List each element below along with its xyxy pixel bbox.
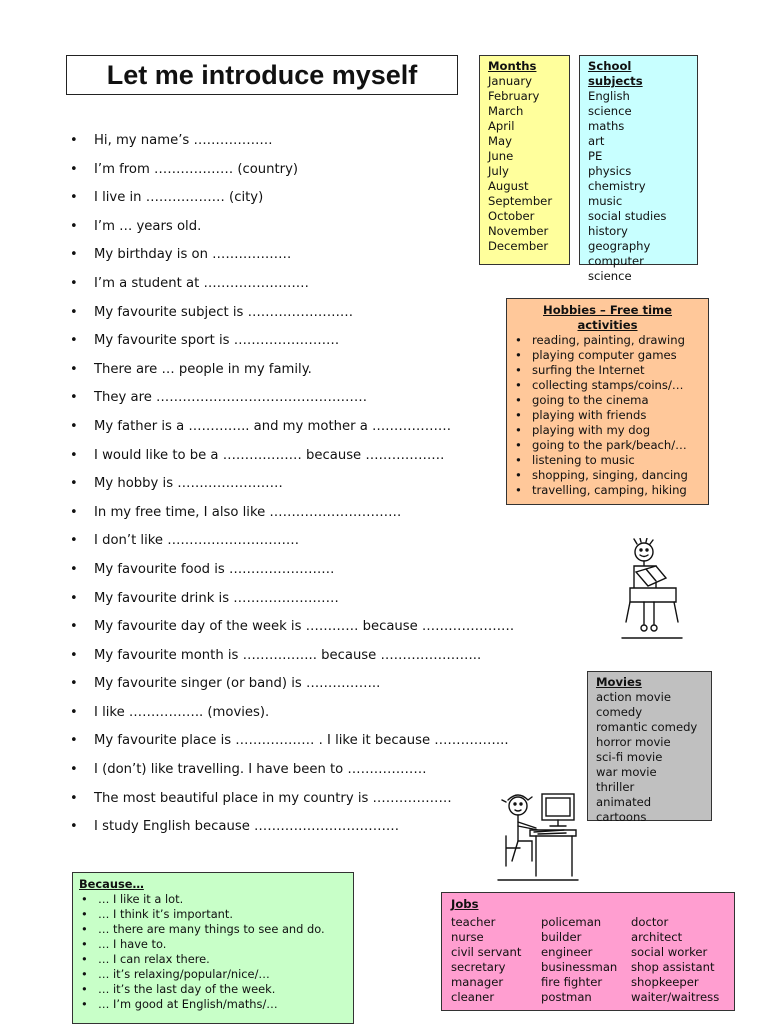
list-item: March xyxy=(488,104,524,118)
list-item: science xyxy=(588,104,632,118)
list-item: • … I like it a lot. xyxy=(79,892,347,907)
list-item: postman xyxy=(541,990,592,1004)
list-item: February xyxy=(488,89,540,103)
list-item: animated cartoons xyxy=(596,795,652,824)
hobbies-heading: Hobbies – Free time activities xyxy=(543,303,672,332)
list-item: secretary xyxy=(451,960,506,974)
because-heading: Because… xyxy=(79,877,144,891)
list-item: October xyxy=(488,209,535,223)
sentence-line: • I would like to be a ……………… because ……………… xyxy=(70,445,570,474)
school-subjects-heading: School subjects xyxy=(588,59,643,88)
list-item: • … I think it’s important. xyxy=(79,907,347,922)
list-item: November xyxy=(488,224,549,238)
jobs-column-1 xyxy=(451,915,541,1005)
list-item: August xyxy=(488,179,529,193)
list-item: • travelling, camping, hiking xyxy=(513,483,702,498)
sentence-line: • My favourite sport is …………………… xyxy=(70,330,570,359)
sentence-line: • I’m a student at …………………… xyxy=(70,273,570,302)
list-item: art xyxy=(588,134,605,148)
list-item: September xyxy=(488,194,553,208)
list-item: social worker xyxy=(631,945,708,959)
list-item: geography xyxy=(588,239,651,253)
list-item: chemistry xyxy=(588,179,646,193)
sentence-line: • My hobby is …………………… xyxy=(70,473,570,502)
list-item: • listening to music xyxy=(513,453,702,468)
list-item: • going to the cinema xyxy=(513,393,702,408)
list-item: teacher xyxy=(451,915,496,929)
sentence-line: • In my free time, I also like ………………………… xyxy=(70,502,570,531)
list-item: cleaner xyxy=(451,990,495,1004)
sentence-line: • There are … people in my family. xyxy=(70,359,570,388)
list-item: January xyxy=(488,74,532,88)
list-item: July xyxy=(488,164,509,178)
school-subjects-list xyxy=(588,89,689,284)
list-item: manager xyxy=(451,975,504,989)
list-item: shop assistant xyxy=(631,960,715,974)
list-item: • shopping, singing, dancing xyxy=(513,468,702,483)
sentence-line: • My favourite month is …………….. because ………………….. xyxy=(70,645,570,674)
list-item: • playing with my dog xyxy=(513,423,702,438)
list-item: action movie xyxy=(596,690,671,704)
months-heading: Months xyxy=(488,59,537,73)
list-item: May xyxy=(488,134,512,148)
hobbies-box xyxy=(506,298,709,505)
jobs-column-3 xyxy=(631,915,731,1005)
list-item: • … I have to. xyxy=(79,937,347,952)
list-item: • … it’s the last day of the week. xyxy=(79,982,347,997)
list-item: waiter/waitress xyxy=(631,990,720,1004)
sentence-line: • My favourite singer (or band) is …………….. xyxy=(70,673,570,702)
movies-list xyxy=(596,690,703,825)
list-item: • playing computer games xyxy=(513,348,702,363)
sentence-line: • Hi, my name’s ……………… xyxy=(70,130,570,159)
list-item: sci-fi movie xyxy=(596,750,663,764)
sentence-line: • My favourite drink is …………………… xyxy=(70,588,570,617)
list-item: romantic comedy xyxy=(596,720,698,734)
list-item: social studies xyxy=(588,209,667,223)
list-item: shopkeeper xyxy=(631,975,699,989)
list-item: war movie xyxy=(596,765,657,779)
sentence-line: • My birthday is on ……………… xyxy=(70,244,570,273)
list-item: • going to the park/beach/… xyxy=(513,438,702,453)
list-item: maths xyxy=(588,119,625,133)
sentence-line: • My father is a ………….. and my mother a ……………… xyxy=(70,416,570,445)
list-item: policeman xyxy=(541,915,602,929)
list-item: April xyxy=(488,119,515,133)
list-item: architect xyxy=(631,930,683,944)
sentence-line: • I live in ……………… (city) xyxy=(70,187,570,216)
sentence-line: • I study English because …………………………… xyxy=(70,816,570,845)
list-item: • collecting stamps/coins/… xyxy=(513,378,702,393)
sentence-line: • My favourite day of the week is ………… because ………………… xyxy=(70,616,570,645)
movies-box xyxy=(587,671,712,824)
list-item: comedy xyxy=(596,705,643,719)
sentence-line: • I (don’t) like travelling. I have been to ……………… xyxy=(70,759,570,788)
list-item: civil servant xyxy=(451,945,522,959)
sentence-line: • They are ………………………………………… xyxy=(70,387,570,416)
sentence-line: • I’m … years old. xyxy=(70,216,570,245)
months-list xyxy=(488,74,561,254)
list-item: • … I’m good at English/maths/… xyxy=(79,997,347,1012)
list-item: builder xyxy=(541,930,582,944)
sentence-line: • I like …………….. (movies). xyxy=(70,702,570,731)
hobbies-list xyxy=(513,333,702,498)
list-item: computer science xyxy=(588,254,644,283)
list-item: nurse xyxy=(451,930,484,944)
reading-child-illustration xyxy=(620,538,690,643)
list-item: • … it’s relaxing/popular/nice/… xyxy=(79,967,347,982)
list-item: fire fighter xyxy=(541,975,603,989)
sentence-line: • I don’t like ………………………… xyxy=(70,530,570,559)
jobs-heading: Jobs xyxy=(451,897,479,911)
list-item: • surfing the Internet xyxy=(513,363,702,378)
list-item: history xyxy=(588,224,628,238)
list-item: horror movie xyxy=(596,735,671,749)
sentence-line: • My favourite place is ……………… . I like it because …………….. xyxy=(70,730,570,759)
list-item: music xyxy=(588,194,623,208)
jobs-column-2 xyxy=(541,915,631,1005)
school-subjects-box xyxy=(579,55,698,283)
list-item: • … there are many things to see and do. xyxy=(79,922,347,937)
because-list xyxy=(79,892,347,1012)
list-item: doctor xyxy=(631,915,669,929)
sentence-line: • I’m from ……………… (country) xyxy=(70,159,570,188)
list-item: engineer xyxy=(541,945,593,959)
list-item: December xyxy=(488,239,549,253)
computer-child-illustration xyxy=(488,788,580,886)
list-item: businessman xyxy=(541,960,618,974)
sentence-line: • My favourite subject is …………………… xyxy=(70,302,570,331)
list-item: PE xyxy=(588,149,603,163)
movies-heading: Movies xyxy=(596,675,642,689)
jobs-box xyxy=(441,892,735,1011)
list-item: physics xyxy=(588,164,632,178)
because-box xyxy=(72,872,354,1024)
list-item: • … I can relax there. xyxy=(79,952,347,967)
sentence-line: • The most beautiful place in my country is ……………… xyxy=(70,788,570,817)
worksheet-title: Let me introduce myself xyxy=(66,55,458,95)
list-item: • reading, painting, drawing xyxy=(513,333,702,348)
list-item: • playing with friends xyxy=(513,408,702,423)
months-box xyxy=(479,55,570,265)
sentence-line: • My favourite food is …………………… xyxy=(70,559,570,588)
list-item: thriller xyxy=(596,780,635,794)
list-item: June xyxy=(488,149,514,163)
list-item: English xyxy=(588,89,630,103)
